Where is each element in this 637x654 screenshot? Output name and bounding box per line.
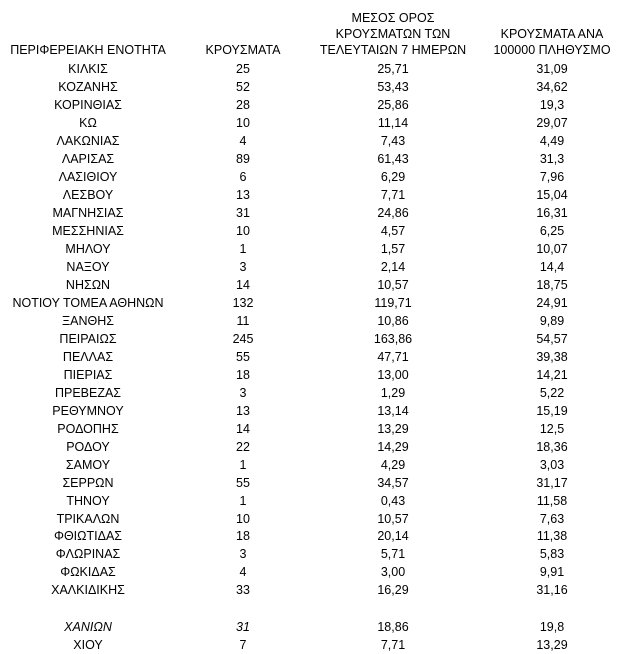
cases-cell: 55 (236, 475, 250, 490)
cases-cell: 22 (236, 439, 250, 454)
cases-cell: 3 (239, 259, 247, 274)
per100k-cell: 7,63 (539, 511, 565, 526)
avg7-cell: 5,71 (380, 547, 406, 562)
region-cell: ΧΑΛΚΙΔΙΚΗΣ (51, 583, 125, 598)
per100k-cell: 14,4 (539, 259, 565, 274)
avg7-cell: 10,57 (377, 511, 409, 526)
header-avg7-line: ΤΕΛΕΥΤΑΙΩΝ 7 ΗΜΕΡΩΝ (319, 43, 467, 57)
per100k-cell: 34,62 (536, 79, 568, 94)
cases-cell: 1 (239, 241, 247, 256)
table-row (0, 114, 637, 132)
table-row (0, 438, 637, 456)
table-row (0, 150, 637, 168)
region-cell: ΦΘΙΩΤΙΔΑΣ (53, 529, 123, 544)
avg7-cell: 25,71 (377, 62, 409, 76)
region-cell: ΜΕΣΣΗΝΙΑΣ (52, 223, 124, 238)
table-row (0, 60, 637, 78)
table-row (0, 563, 637, 581)
header-avg7 (318, 10, 468, 58)
per100k-cell: 19,3 (539, 97, 565, 112)
table-row (0, 276, 637, 294)
cases-cell: 55 (236, 349, 250, 364)
region-cell: ΠΙΕΡΙΑΣ (63, 367, 113, 382)
table-row (0, 330, 637, 348)
cases-cell: 245 (232, 331, 254, 346)
per100k-cell: 15,04 (536, 187, 568, 202)
cases-cell: 4 (239, 565, 247, 580)
cases-cell: 4 (239, 133, 247, 148)
cases-cell: 14 (236, 277, 250, 292)
avg7-cell: 13,29 (377, 421, 409, 436)
avg7-cell: 4,29 (380, 457, 406, 472)
cases-cell: 10 (236, 223, 250, 238)
table-row (0, 384, 637, 402)
cases-cell: 31 (236, 619, 250, 634)
avg7-cell: 0,43 (380, 493, 406, 508)
table-row (0, 474, 637, 492)
region-cell: ΛΑΣΙΘΙΟΥ (58, 169, 118, 184)
avg7-cell: 7,71 (380, 187, 406, 202)
cases-cell: 18 (236, 529, 250, 544)
avg7-cell: 25,86 (377, 97, 409, 112)
cases-cell: 7 (239, 637, 247, 652)
avg7-cell: 163,86 (373, 331, 413, 346)
avg7-cell: 1,29 (380, 385, 406, 400)
table-row (0, 636, 637, 654)
per100k-cell: 11,38 (536, 529, 568, 544)
header-per100k-line: ΚΡΟΥΣΜΑΤΑ ΑΝΑ (500, 27, 604, 41)
per100k-cell: 31,16 (536, 583, 568, 598)
region-cell: ΡΕΘΥΜΝΟΥ (52, 403, 124, 418)
cases-cell: 10 (236, 511, 250, 526)
header-cases (193, 42, 293, 58)
per100k-cell: 31,3 (539, 151, 565, 166)
table-row (0, 204, 637, 222)
table-row (0, 492, 637, 510)
avg7-cell: 7,43 (380, 133, 406, 148)
table-row (0, 96, 637, 114)
cases-cell: 25 (236, 62, 250, 76)
header-region-line: ΠΕΡΙΦΕΡΕΙΑΚΗ ΕΝΟΤΗΤΑ (10, 43, 166, 57)
region-cell: ΚΟΖΑΝΗΣ (58, 79, 118, 94)
cases-cell: 31 (236, 205, 250, 220)
header-avg7-line: ΜΕΣΟΣ ΟΡΟΣ (351, 11, 435, 25)
per100k-cell: 24,91 (536, 295, 568, 310)
per100k-cell: 12,5 (539, 421, 565, 436)
avg7-cell: 1,57 (380, 241, 406, 256)
region-cell: ΝΗΣΩΝ (65, 277, 111, 292)
region-cell: ΤΡΙΚΑΛΩΝ (56, 511, 120, 526)
cases-cell: 132 (232, 295, 254, 310)
per100k-cell: 4,49 (539, 133, 565, 148)
avg7-cell: 24,86 (377, 205, 409, 220)
avg7-cell: 7,71 (380, 637, 406, 652)
table-row (0, 348, 637, 366)
region-cell: ΤΗΝΟΥ (66, 493, 110, 508)
region-cell: ΚΩ (79, 115, 97, 130)
table-row (0, 366, 637, 384)
per100k-cell: 15,19 (536, 403, 568, 418)
avg7-cell: 4,57 (380, 223, 406, 238)
avg7-cell: 61,43 (377, 151, 409, 166)
table-row (0, 312, 637, 330)
table-row (0, 510, 637, 528)
cases-cell: 11 (236, 313, 250, 328)
per100k-cell: 29,07 (536, 115, 568, 130)
avg7-cell: 10,57 (377, 277, 409, 292)
table-row (0, 132, 637, 150)
cases-cell: 3 (239, 547, 247, 562)
per100k-cell: 5,83 (539, 547, 565, 562)
region-cell: ΝΑΞΟΥ (66, 259, 110, 274)
avg7-cell: 3,00 (380, 565, 406, 580)
per100k-cell: 9,91 (539, 565, 565, 580)
per100k-cell: 14,21 (536, 367, 568, 382)
cases-cell: 6 (239, 169, 247, 184)
cases-cell: 1 (239, 457, 247, 472)
avg7-cell: 53,43 (377, 79, 409, 94)
region-cell: ΡΟΔΟΠΗΣ (57, 421, 119, 436)
cases-cell: 14 (236, 421, 250, 436)
per100k-cell: 6,25 (539, 223, 565, 238)
region-cell: ΧΙΟΥ (73, 637, 103, 652)
header-cases-line: ΚΡΟΥΣΜΑΤΑ (205, 43, 281, 57)
header-per100k (478, 26, 626, 58)
region-cell: ΜΗΛΟΥ (65, 241, 111, 256)
region-cell: ΠΕΛΛΑΣ (62, 349, 114, 364)
avg7-cell: 18,86 (377, 619, 409, 634)
region-cell: ΣΑΜΟΥ (65, 457, 111, 472)
avg7-cell: 16,29 (377, 583, 409, 598)
avg7-cell: 119,71 (374, 295, 412, 310)
cases-cell: 13 (236, 403, 250, 418)
table-row (0, 222, 637, 240)
avg7-cell: 47,71 (377, 349, 409, 364)
region-cell: ΛΕΣΒΟΥ (62, 187, 114, 202)
cases-cell: 10 (236, 115, 250, 130)
cases-cell: 3 (239, 385, 247, 400)
per100k-cell: 39,38 (536, 349, 568, 364)
per100k-cell: 11,58 (536, 493, 568, 508)
region-cell: ΝΟΤΙΟΥ ΤΟΜΕΑ ΑΘΗΝΩΝ (12, 295, 164, 310)
per100k-cell: 16,31 (536, 205, 568, 220)
cases-cell: 1 (239, 493, 247, 508)
region-cell: ΦΛΩΡΙΝΑΣ (55, 547, 121, 562)
table-row (0, 168, 637, 186)
per100k-cell: 7,96 (539, 169, 565, 184)
region-cell: ΦΩΚΙΔΑΣ (60, 565, 116, 580)
header-per100k-line: 100000 ΠΛΗΘΥΣΜΟ (493, 43, 611, 57)
table-row (0, 581, 637, 599)
table-row (0, 402, 637, 420)
region-cell: ΠΡΕΒΕΖΑΣ (54, 385, 122, 400)
avg7-cell: 2,14 (380, 259, 406, 274)
per100k-cell: 54,57 (536, 331, 568, 346)
table-row (0, 78, 637, 96)
avg7-cell: 20,14 (377, 529, 409, 544)
region-cell: ΣΕΡΡΩΝ (62, 475, 114, 490)
avg7-cell: 14,29 (377, 439, 409, 454)
table-row (0, 527, 637, 545)
per100k-cell: 10,07 (536, 241, 568, 256)
cases-cell: 33 (236, 583, 250, 598)
region-cell: ΚΙΛΚΙΣ (68, 62, 108, 76)
per100k-cell: 19,8 (539, 619, 565, 634)
region-cell: ΠΕΙΡΑΙΩΣ (59, 331, 117, 346)
region-cell: ΛΑΡΙΣΑΣ (61, 151, 115, 166)
table-row (0, 258, 637, 276)
cases-cell: 89 (236, 151, 250, 166)
per100k-cell: 3,03 (539, 457, 565, 472)
table-row (0, 294, 637, 312)
per100k-cell: 18,75 (536, 277, 568, 292)
table-row (0, 186, 637, 204)
region-cell: ΜΑΓΝΗΣΙΑΣ (52, 205, 124, 220)
per100k-cell: 31,09 (536, 62, 568, 76)
region-cell: ΛΑΚΩΝΙΑΣ (56, 133, 120, 148)
avg7-cell: 13,00 (377, 367, 409, 382)
per100k-cell: 31,17 (536, 475, 568, 490)
per100k-cell: 18,36 (536, 439, 568, 454)
region-cell: ΧΑΝΙΩΝ (64, 619, 112, 634)
cases-cell: 52 (236, 79, 250, 94)
table-row (0, 618, 637, 636)
table-row (0, 545, 637, 563)
avg7-cell: 34,57 (377, 475, 409, 490)
per100k-cell: 9,89 (539, 313, 565, 328)
header-region (0, 42, 176, 58)
region-cell: ΡΟΔΟΥ (66, 439, 110, 454)
header-avg7-line: ΚΡΟΥΣΜΑΤΩΝ ΤΩΝ (335, 27, 451, 41)
cases-cell: 28 (236, 97, 250, 112)
avg7-cell: 10,86 (377, 313, 409, 328)
table-row (0, 456, 637, 474)
avg7-cell: 13,14 (377, 403, 409, 418)
cases-cell: 18 (236, 367, 250, 382)
per100k-cell: 13,29 (536, 637, 568, 652)
avg7-cell: 6,29 (380, 169, 406, 184)
avg7-cell: 11,14 (377, 115, 409, 130)
per100k-cell: 5,22 (539, 385, 565, 400)
region-cell: ΚΟΡΙΝΘΙΑΣ (54, 97, 122, 112)
table-row (0, 240, 637, 258)
cases-cell: 13 (236, 187, 250, 202)
table-row (0, 420, 637, 438)
region-cell: ΞΑΝΘΗΣ (62, 313, 114, 328)
